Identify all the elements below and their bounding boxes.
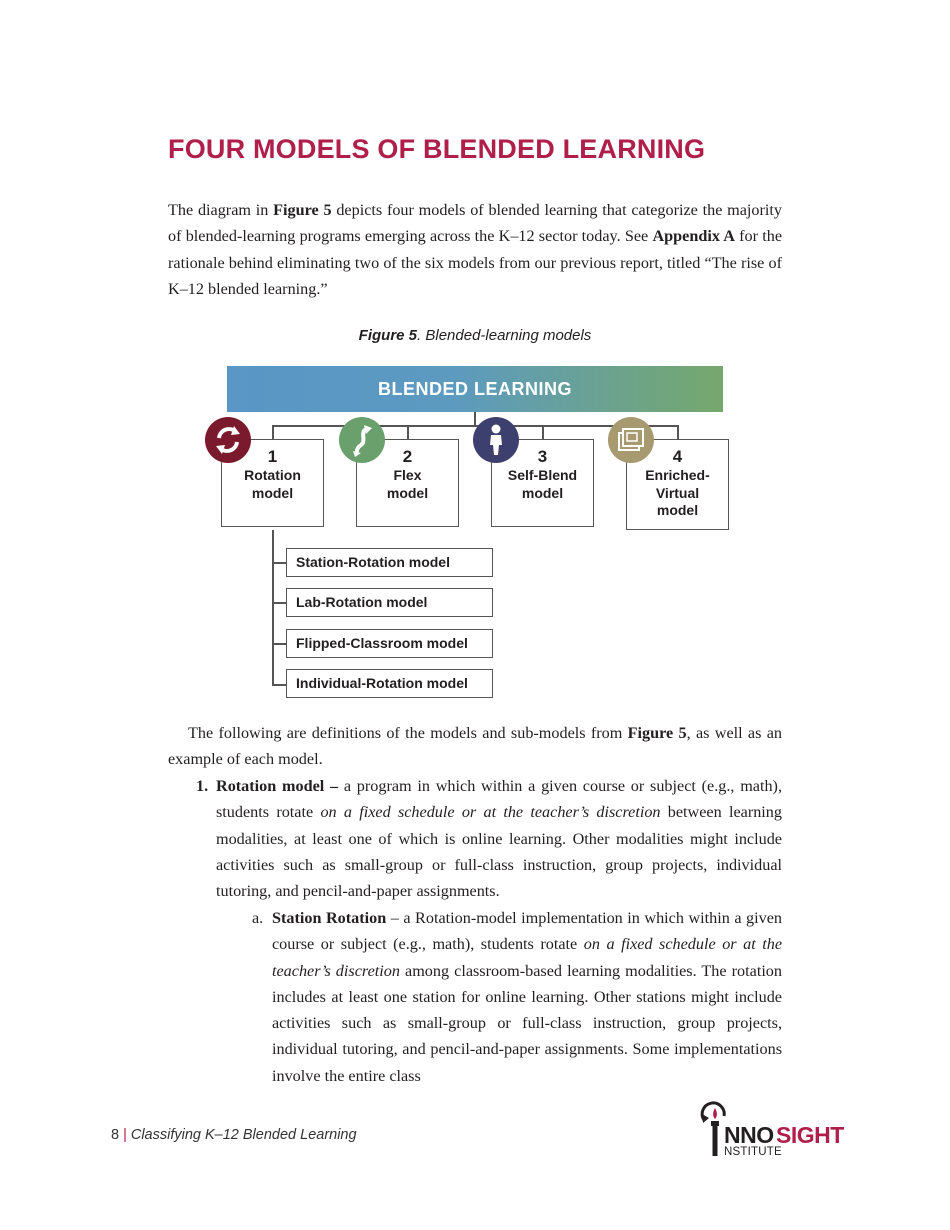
list-marker: 1. xyxy=(196,777,209,795)
submodel-box: Lab-Rotation model xyxy=(286,588,493,617)
connector-line xyxy=(272,425,274,440)
page-number: 8 xyxy=(111,1127,120,1143)
figure-caption-label: Figure 5 xyxy=(358,327,418,344)
appendix-reference: Appendix A xyxy=(652,227,735,246)
logo-institute: NSTITUTE xyxy=(724,1146,782,1158)
definition-text: – a Rotation-model implementation in which within a given course or subject (e.g., math), students rotate xyxy=(272,909,783,954)
connector-line xyxy=(542,425,544,440)
model-label: model xyxy=(656,502,699,518)
model-number: 4 xyxy=(672,447,683,466)
model-label: model xyxy=(386,484,429,501)
definition-text: a program in which within a given course or subject (e.g., math), students rotate xyxy=(216,777,782,822)
footer-title: Classifying K–12 Blended Learning xyxy=(130,1127,357,1143)
flex-s-curve-icon xyxy=(339,417,385,463)
definition-term: Station Rotation xyxy=(272,909,387,927)
definition-emphasis: on a fixed schedule or at the teacher’s discretion xyxy=(272,935,782,980)
model-label: Rotation xyxy=(244,467,301,483)
intro-text: The diagram in xyxy=(168,201,274,219)
stacked-screens-icon xyxy=(608,417,654,463)
model-label: model xyxy=(521,484,564,501)
rotation-model-definition xyxy=(216,773,782,904)
intro-text: depicts four models of blended learning that categorize the majority of blended-learning programs emerging across the K–12 sector today. See xyxy=(168,201,782,246)
model-label: Virtual xyxy=(655,484,700,501)
list-marker: a. xyxy=(252,909,264,927)
connector-line xyxy=(272,643,286,645)
rotation-arrows-icon xyxy=(205,417,251,463)
model-label: model xyxy=(251,484,294,501)
connector-line xyxy=(407,425,409,440)
submodel-box: Flipped-Classroom model xyxy=(286,629,493,658)
connector-line xyxy=(272,602,286,604)
definition-emphasis: on a fixed schedule or at the teacher’s discretion xyxy=(320,803,661,822)
model-label: Enriched- xyxy=(645,467,710,483)
person-icon xyxy=(473,417,519,463)
lead-text: , as well as an example of each model. xyxy=(168,724,783,769)
model-label: Self-Blend xyxy=(507,467,578,483)
submodel-box: Station-Rotation model xyxy=(286,548,493,577)
station-rotation-definition xyxy=(272,905,782,1089)
innosight-logo xyxy=(700,1100,844,1160)
logo-inno: NNO xyxy=(724,1122,774,1148)
model-number: 2 xyxy=(402,447,413,466)
model-label: Flex xyxy=(393,467,422,483)
definitions-lead xyxy=(168,720,782,773)
figure-reference: Figure 5 xyxy=(627,724,687,742)
model-number: 1 xyxy=(267,447,278,466)
model-number: 3 xyxy=(537,447,548,466)
connector-line xyxy=(272,530,274,685)
figure-reference: Figure 5 xyxy=(273,201,332,219)
figure-caption-text: . Blended-learning models xyxy=(417,327,592,344)
footer-separator: | xyxy=(123,1127,127,1143)
page-heading: FOUR MODELS OF BLENDED LEARNING xyxy=(168,134,706,164)
connector-line xyxy=(272,562,286,564)
connector-line xyxy=(677,425,679,440)
figure-caption xyxy=(0,327,950,344)
submodel-box: Individual-Rotation model xyxy=(286,669,493,698)
intro-text: for the rationale behind eliminating two of the six models from our previous report, titled “The rise of K–12 blended learning.” xyxy=(168,227,783,298)
definition-text: among classroom-based learning modalities. The rotation includes at least one station for online learning. Other stations might include activities such as small-group or full-class instruction, group projects, individual tutoring, and pencil-and-paper assignments. Some implementations involve the entire class xyxy=(272,961,782,1085)
intro-paragraph xyxy=(168,197,782,302)
definition-text: between learning modalities, at least one of which is online learning. Other modalities might include activities such as small-group or full-class instruction, group projects, individual tutoring, and pencil-and-paper assignments. xyxy=(216,803,782,901)
definition-term: Rotation model – xyxy=(216,777,339,795)
logo-sight: SIGHT xyxy=(776,1122,844,1148)
connector-line xyxy=(272,684,286,686)
lead-text: The following are definitions of the models and sub-models from xyxy=(188,724,628,742)
blended-learning-banner: BLENDED LEARNING xyxy=(227,366,723,412)
page-footer xyxy=(111,1127,357,1143)
